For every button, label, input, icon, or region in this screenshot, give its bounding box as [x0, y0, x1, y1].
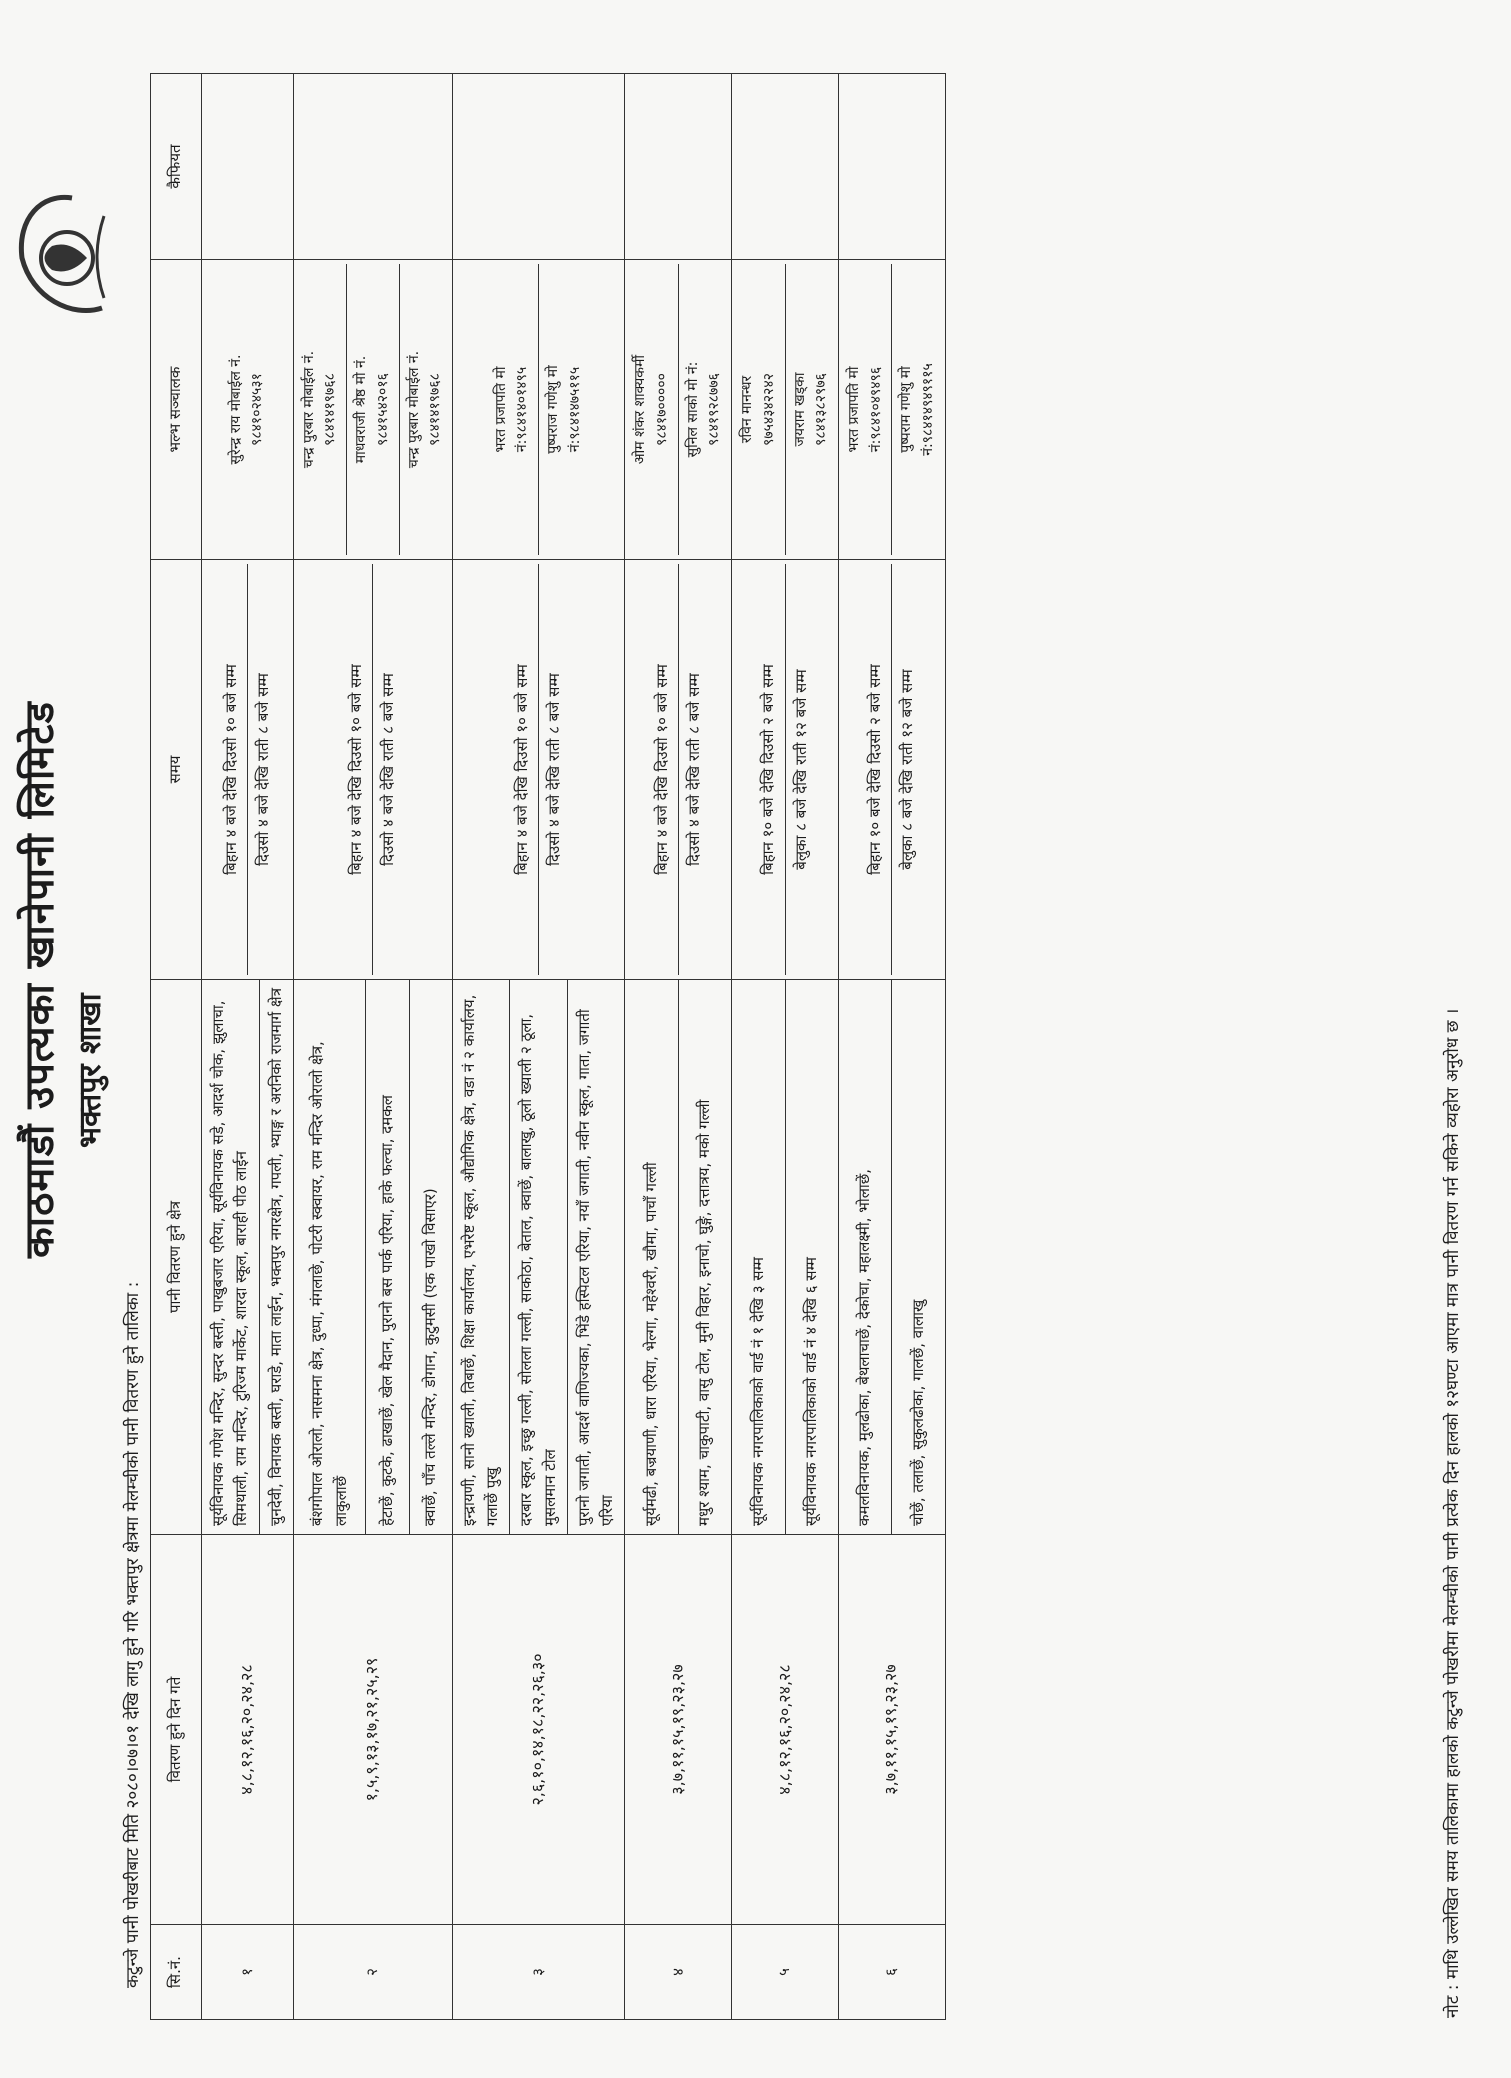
kukl-logo-icon: [12, 188, 117, 328]
operator-entry: [785, 264, 833, 555]
time-slot: बेलुका ८ बजे देखि राती १२ बजे सम्म: [891, 564, 919, 975]
column-header-time: समय: [151, 560, 202, 980]
distribution-area: बंशगोपाल ओरालो, नासमना क्षेत्र, दुध्पा, मंगलाछे, पोटरी स्क्वायर, राम मन्दिर ओरालो क्षेत्र, लाकुलाछें: [293, 980, 366, 1535]
column-header-area: पानी वितरण हुने क्षेत्र: [151, 980, 202, 1535]
distribution-days: ४,८,१२,१६,२०,२४,२८: [732, 1535, 839, 1925]
remarks-cell: [452, 74, 625, 260]
distribution-days: २,६,१०,१४,१८,२२,२६,३०: [452, 1535, 625, 1925]
operator-phone: नं:९८४१४७५११५: [566, 366, 583, 453]
operator-name: चन्द्र पुरबार मोबाईल नं.: [300, 350, 317, 469]
table-row: [202, 74, 260, 2020]
table-row: [732, 74, 785, 2020]
distribution-days: ३,७,११,१५,१९,२३,२७: [838, 1535, 945, 1925]
operator-name: भरत प्रजापति मो: [492, 366, 509, 453]
organization-name: काठमाडौं उपत्यका खानेपानी लिमिटेड: [17, 701, 63, 1258]
operator-name: ओम शंकर शाक्यकर्मी: [632, 354, 649, 465]
distribution-time: [202, 560, 294, 980]
time-slot: बिहान ४ बजे देखि दिउसो १० बजे सम्म: [652, 664, 671, 875]
distribution-time: [838, 560, 945, 980]
valve-operator: [452, 260, 625, 560]
remarks-cell: [625, 74, 732, 260]
operator-entry: [226, 268, 269, 551]
operator-entry: [737, 268, 780, 551]
serial-number: १: [202, 1925, 294, 2020]
operator-name: भरत प्रजापति मो: [845, 366, 862, 453]
table-row: [293, 74, 366, 2020]
distribution-area: इन्द्रायणी, सानो ख्याली, तिबाछें, शिक्षा कार्यालय, एभरेष्ट स्कूल, औद्योगिक क्षेत्र, वडा नं २ कार्यालय, गलाछें पुखु: [452, 980, 510, 1535]
valve-operator: [293, 260, 452, 560]
distribution-days: ४,८,१२,१६,२०,२४,२८: [202, 1535, 294, 1925]
valve-operator: [838, 260, 945, 560]
distribution-area: कमलविनायक, मुलढोका, बेथलाचाछें, देकोचा, महालक्ष्मी, भोलाछें,: [838, 980, 891, 1535]
distribution-area: चोछें, तलाछें, सुकुलढोका, गालछें, वालाखु: [892, 980, 945, 1535]
operator-phone: नं:९८४१४०१४९५: [514, 366, 531, 453]
operator-entry: [299, 268, 342, 551]
time-slot: बिहान ४ बजे देखि दिउसो १० बजे सम्म: [221, 664, 240, 875]
distribution-area: मधुर श्याम, चाकुपाटी, वासु टोल, मुनी विहार, इनाचो, घुङ्गे, दत्तात्रय, मको गल्ली: [678, 980, 731, 1535]
distribution-area: हेटाछें, कुटके, ढाखाछें, खेल मैदान, पुरानो बस पार्क एरिया, हाके फल्चा, दमकल: [366, 980, 409, 1535]
time-slot: बिहान १० बजे देखि दिउसो २ बजे सम्म: [759, 664, 778, 875]
distribution-area: दरबार स्कूल, इच्छु गल्ली, सोलला गल्ली, साकोठा, बेताल, क्वाछें, बालाखु, ठूलो ख्याली २ ठूला, मुसलमान टोल: [510, 980, 568, 1535]
operator-entry: [844, 268, 887, 551]
distribution-days: १,५,९,१३,१७,२१,२५,२९: [293, 1535, 452, 1925]
remarks-cell: [732, 74, 839, 260]
serial-number: २: [293, 1925, 452, 2020]
table-row: [625, 74, 678, 2020]
time-slot: बिहान १० बजे देखि दिउसो २ बजे सम्म: [866, 664, 884, 875]
operator-entry: [891, 264, 939, 555]
operator-name: जयराम खड्का: [791, 372, 808, 447]
operator-name: पुष्पराज गणेशु मो: [545, 365, 562, 454]
operator-name: माधवराजी श्रेष्ठ मो नं.: [353, 355, 370, 464]
distribution-time: [732, 560, 839, 980]
serial-number: ३: [452, 1925, 625, 2020]
column-header-operator: भल्भ सञ्चालक: [151, 260, 202, 560]
operator-phone: ९८४१०२४५३१: [249, 373, 266, 446]
remarks-cell: [838, 74, 945, 260]
operator-phone: ९७५४३४२२४२: [760, 373, 777, 446]
distribution-time: [452, 560, 625, 980]
distribution-area: सूर्यविनायक नगरपालिकाको वार्ड नं ४ देखि ६ सम्म: [785, 980, 838, 1535]
distribution-area: सूर्यमढी, बज्रयाणी, धारा एरिया, भेल्गा, महेश्वरी, खौमा, पाचाँ गल्ली: [625, 980, 678, 1535]
time-slot: दिउसो ४ बजे देखि राती ८ बजे सम्म: [372, 564, 400, 975]
operator-phone: ९८४१५४२०१६: [374, 373, 391, 446]
column-header-sn: सि.नं.: [151, 1925, 202, 2020]
operator-phone: नं:९८४१४९४९११५: [919, 363, 936, 456]
operator-phone: नं:९८४१०४९४९६: [867, 366, 884, 453]
operator-phone: ९८४१४१९७६८: [322, 373, 339, 446]
distribution-days: ३,७,११,१५,१९,२३,२७: [625, 1535, 732, 1925]
schedule-caption: कटुन्जे पानी पोखरीबाट मिति २०८०।०७।०१ देखि लागु हुने गरि भक्तपुर क्षेत्रमा मेलम्चीको पानी वितरण हुने तालिका :: [123, 1281, 143, 1988]
serial-number: ६: [838, 1925, 945, 2020]
operator-entry: [346, 264, 394, 555]
operator-entry: [491, 268, 534, 551]
distribution-time: [625, 560, 732, 980]
operator-name: पुष्पराम गणेशु मो: [898, 366, 915, 453]
distribution-area: क्वाछें, पाँच तल्ले मन्दिर, डोगान, कुटुमसी (एक पाखो विसाएर): [409, 980, 452, 1535]
time-slot: दिउसो ४ बजे देखि राती ८ बजे सम्म: [538, 564, 566, 975]
operator-phone: ९८४१३८२९७६: [813, 373, 830, 446]
column-header-remarks: कैफियत: [151, 74, 202, 260]
operator-entry: [538, 264, 586, 555]
valve-operator: [732, 260, 839, 560]
table-header-row: [151, 74, 202, 2020]
table-row: [838, 74, 891, 2020]
distribution-area: पुरानो जगाती, आदर्श वाणिज्यका, भिंडे हस्पिटल एरिया, नयाँ जगाती, नवीन स्कूल, गाता, जगाती एरिया: [567, 980, 625, 1535]
operator-entry: [678, 264, 726, 555]
branch-name: भक्तपुर शाखा: [73, 993, 108, 1148]
distribution-area: चुनदेवी, विनायक बस्ती, घराडे, माता लाईन, भक्तपुर नगरक्षेत्र, गपली, भ्याङ्ग र अरनिको राजमार्ग क्षेत्र: [259, 980, 293, 1535]
column-header-days: वितरण हुने दिन गते: [151, 1535, 202, 1925]
distribution-time: [293, 560, 452, 980]
time-slot: बिहान ४ बजे देखि दिउसो १० बजे सम्म: [347, 664, 366, 875]
time-slot: बिहान ४ बजे देखि दिउसो १० बजे सम्म: [512, 664, 531, 875]
time-slot: दिउसो ४ बजे देखि राती ८ बजे सम्म: [247, 564, 275, 975]
table-row: [452, 74, 510, 2020]
operator-phone: ९८४१४१९७६८: [427, 373, 444, 446]
footnote: नोट : माथि उल्लेखित समय तालिकामा हालको कटुन्जे पोखरीमा मेलम्चीको पानी प्रत्येक दिन हालको १२घण्टा आएमा मात्र पानी वितरण गर्न सकिने व्यहोरा अनुरोध छ ।: [1443, 1008, 1463, 2018]
time-slot: दिउसो ४ बजे देखि राती ८ बजे सम्म: [678, 564, 706, 975]
time-slot: बेलुका ८ बजे देखि राती १२ बजे सम्म: [785, 564, 813, 975]
serial-number: ५: [732, 1925, 839, 2020]
operator-name: चन्द्र पुरबार मोबाईल नं.: [405, 350, 422, 469]
serial-number: ४: [625, 1925, 732, 2020]
remarks-cell: [202, 74, 294, 260]
distribution-schedule-table: [150, 73, 946, 2020]
operator-phone: ९८४१९२८७७६: [706, 373, 723, 446]
operator-name: सुरेन्द्र राय मोबाईल नं.: [227, 354, 244, 465]
operator-name: सुनिल साको मो नं:: [684, 361, 701, 458]
distribution-area: सूर्यविनायक गणेश मन्दिर, सुन्दर बस्ती, पाखुबजार एरिया, सूर्यविनायक सडे, आदर्श चोक, झुलाचा, सिमथाली, राम मन्दिर, टुरिज्म मार्केट, शारदा स्कूल, बाराही पीठ लाईन: [202, 980, 260, 1535]
operator-entry: [399, 264, 447, 555]
valve-operator: [202, 260, 294, 560]
operator-name: रविन मानन्धर: [739, 375, 756, 444]
valve-operator: [625, 260, 732, 560]
distribution-area: सूर्यविनायक नगरपालिकाको वार्ड नं १ देखि ३ सम्म: [732, 980, 785, 1535]
operator-phone: ९८४१७०००००: [654, 373, 671, 446]
operator-entry: [630, 268, 673, 551]
remarks-cell: [293, 74, 452, 260]
